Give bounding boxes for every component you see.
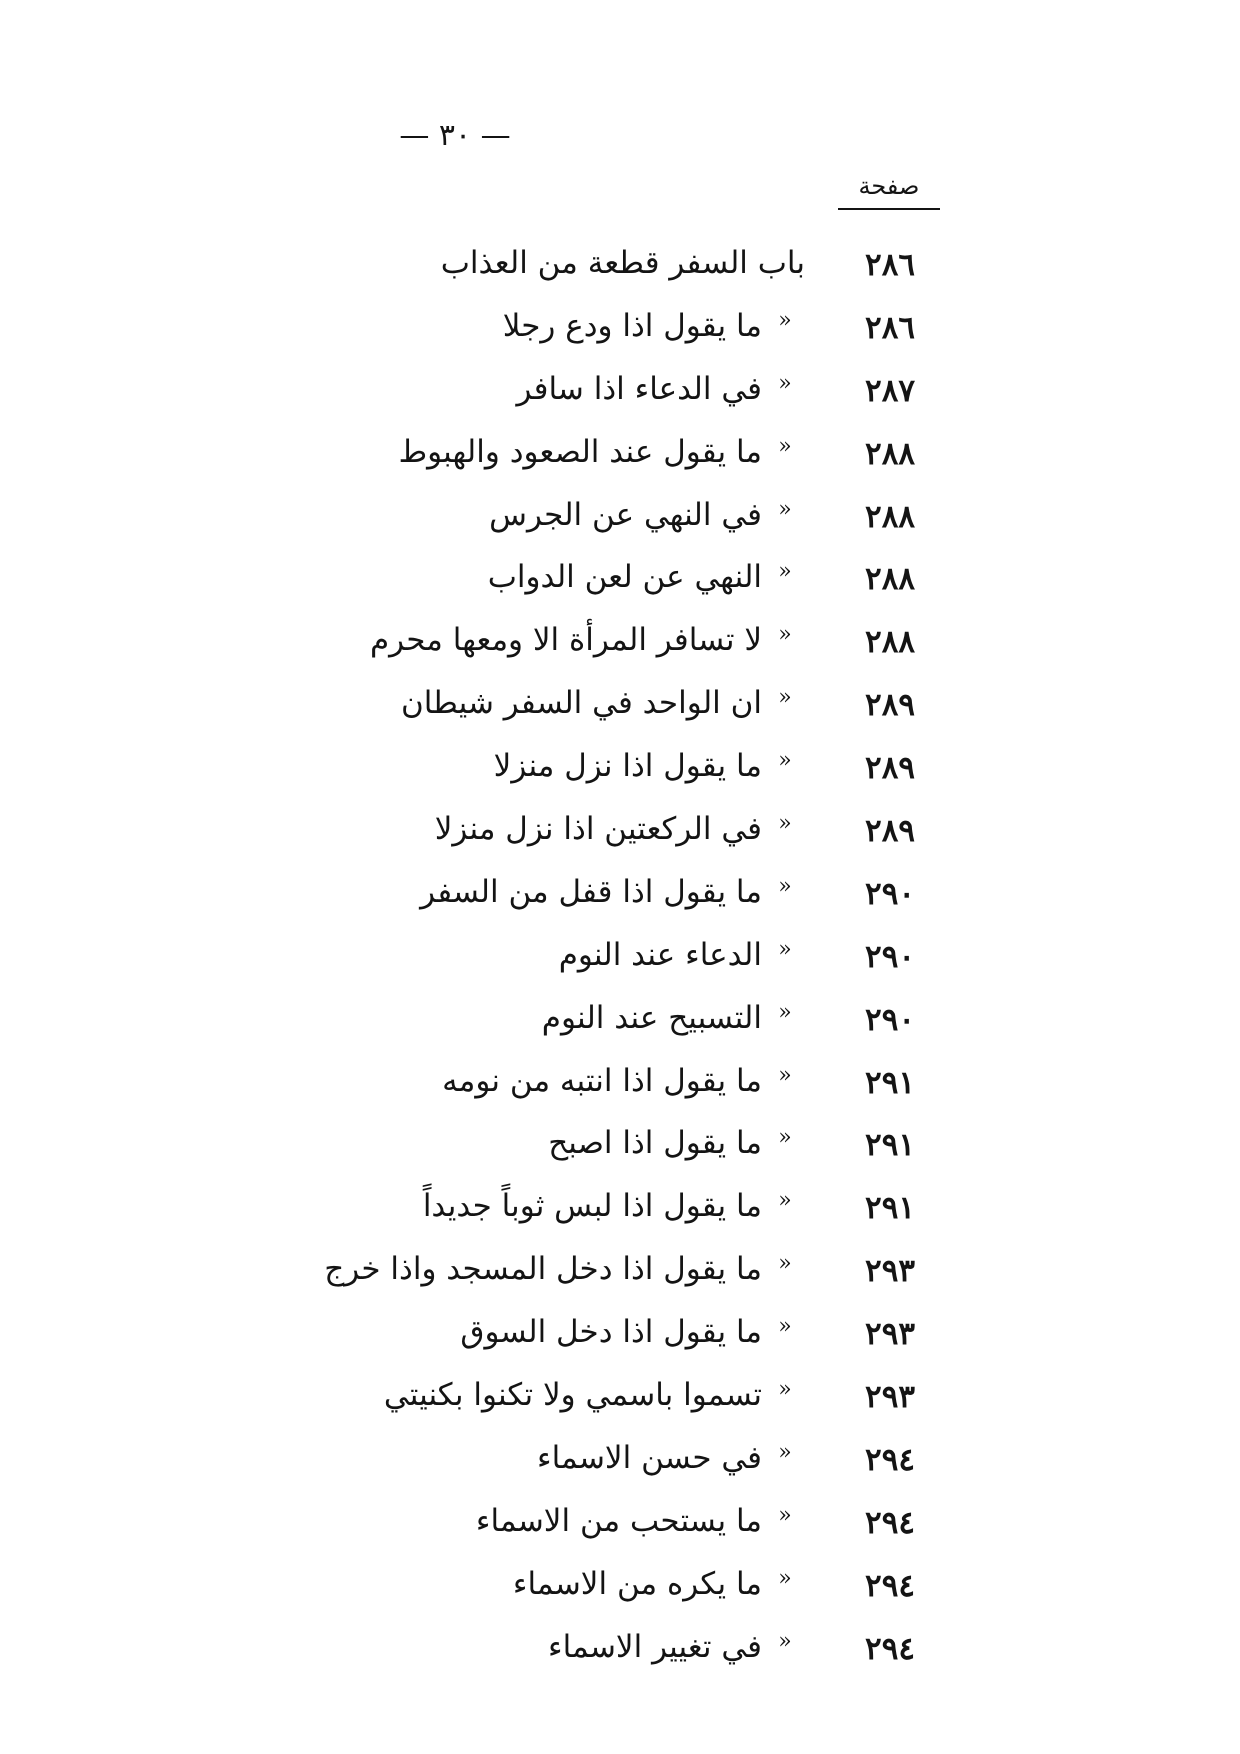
entry-title: ما يقول اذا قفل من السفر xyxy=(420,873,762,910)
entry-title: ما يقول اذا لبس ثوباً جديداً xyxy=(422,1188,762,1225)
entry-title: في الدعاء اذا سافر xyxy=(516,370,762,407)
entry-page-number: ٢٩٤ xyxy=(865,1504,915,1541)
entry-title: الدعاء عند النوم xyxy=(558,936,762,973)
entry-title: تسموا باسمي ولا تكنوا بكنيتي xyxy=(383,1377,762,1414)
entry-page-number: ٢٨٧ xyxy=(865,372,915,409)
toc-entry xyxy=(0,1125,1240,1188)
toc-entry xyxy=(0,685,1240,748)
entry-title: النهي عن لعن الدواب xyxy=(487,559,762,596)
entry-page-number: ٢٩٣ xyxy=(865,1253,915,1290)
table-of-contents xyxy=(0,245,1240,1691)
toc-entry xyxy=(0,1251,1240,1314)
entry-page-number: ٢٩٣ xyxy=(865,1379,915,1416)
toc-entry xyxy=(0,1566,1240,1629)
toc-entry xyxy=(0,1000,1240,1063)
entry-ditto-mark: » xyxy=(778,1251,792,1277)
entry-page-number: ٢٩٠ xyxy=(865,938,915,975)
toc-entry xyxy=(0,1440,1240,1503)
entry-page-number: ٢٨٩ xyxy=(865,687,915,724)
entry-ditto-mark: » xyxy=(778,873,792,899)
entry-title: ما يكره من الاسماء xyxy=(512,1565,762,1602)
entry-page-number: ٢٨٨ xyxy=(865,561,915,598)
toc-entry xyxy=(0,308,1240,371)
entry-ditto-mark: » xyxy=(778,1377,792,1403)
entry-page-number: ٢٩٤ xyxy=(865,1630,915,1667)
entry-ditto-mark: » xyxy=(778,748,792,774)
entry-ditto-mark: » xyxy=(778,811,792,837)
entry-ditto-mark: » xyxy=(778,1188,792,1214)
entry-title: ما يقول اذا اصبح xyxy=(548,1125,762,1162)
entry-ditto-mark: » xyxy=(778,307,792,333)
toc-entry xyxy=(0,1377,1240,1440)
entry-page-number: ٢٩١ xyxy=(865,1127,915,1164)
toc-entry xyxy=(0,245,1240,308)
entry-title: ما يقول اذا دخل السوق xyxy=(460,1314,762,1351)
entry-page-number: ٢٩١ xyxy=(865,1064,915,1101)
entry-page-number: ٢٨٨ xyxy=(865,624,915,661)
entry-title: ما يقول اذا انتبه من نومه xyxy=(442,1062,762,1099)
toc-entry xyxy=(0,559,1240,622)
entry-page-number: ٢٩٤ xyxy=(865,1567,915,1604)
entry-title: في تغيير الاسماء xyxy=(548,1628,762,1665)
entry-ditto-mark: » xyxy=(778,1439,792,1465)
entry-page-number: ٢٩٠ xyxy=(865,1001,915,1038)
toc-entry xyxy=(0,748,1240,811)
entry-page-number: ٢٨٨ xyxy=(865,435,915,472)
entry-ditto-mark: » xyxy=(778,1628,792,1654)
entry-ditto-mark: » xyxy=(778,1125,792,1151)
entry-ditto-mark: » xyxy=(778,622,792,648)
entry-ditto-mark: » xyxy=(778,1565,792,1591)
entry-page-number: ٢٨٩ xyxy=(865,813,915,850)
entry-page-number: ٢٩٣ xyxy=(865,1316,915,1353)
entry-ditto-mark: » xyxy=(778,999,792,1025)
entry-title: لا تسافر المرأة الا ومعها محرم xyxy=(369,622,762,659)
toc-entry xyxy=(0,497,1240,560)
toc-entry xyxy=(0,811,1240,874)
entry-title: في النهي عن الجرس xyxy=(489,496,762,533)
entry-title: باب السفر قطعة من العذاب xyxy=(440,245,805,281)
entry-page-number: ٢٨٩ xyxy=(865,750,915,787)
entry-ditto-mark: » xyxy=(778,936,792,962)
toc-entry xyxy=(0,1314,1240,1377)
toc-entry xyxy=(0,1188,1240,1251)
toc-entry xyxy=(0,371,1240,434)
entry-title: ما يقول عند الصعود والهبوط xyxy=(398,433,762,470)
entry-page-number: ٢٩٤ xyxy=(865,1441,915,1478)
entry-ditto-mark: » xyxy=(778,370,792,396)
toc-entry xyxy=(0,1503,1240,1566)
entry-title: ما يقول اذا نزل منزلا xyxy=(493,748,762,785)
entry-ditto-mark: » xyxy=(778,1314,792,1340)
toc-entry xyxy=(0,1629,1240,1692)
entry-title: ان الواحد في السفر شيطان xyxy=(400,685,762,722)
entry-ditto-mark: » xyxy=(778,1502,792,1528)
entry-ditto-mark: » xyxy=(778,496,792,522)
toc-entry xyxy=(0,434,1240,497)
toc-entry xyxy=(0,622,1240,685)
entry-page-number: ٢٩١ xyxy=(865,1190,915,1227)
entry-ditto-mark: » xyxy=(778,559,792,585)
entry-title: ما يقول اذا ودع رجلا xyxy=(502,307,762,344)
entry-ditto-mark: » xyxy=(778,433,792,459)
entry-page-number: ٢٩٠ xyxy=(865,875,915,912)
entry-title: التسبيح عند النوم xyxy=(541,999,762,1036)
page-number: — ٣٠ — xyxy=(399,118,511,153)
entry-page-number: ٢٨٦ xyxy=(865,309,915,346)
entry-title: في حسن الاسماء xyxy=(537,1439,762,1476)
toc-entry xyxy=(0,874,1240,937)
page-column-header: صفحة xyxy=(838,172,940,210)
entry-title: في الركعتين اذا نزل منزلا xyxy=(434,811,762,848)
entry-title: ما يقول اذا دخل المسجد واذا خرج xyxy=(324,1251,762,1288)
entry-ditto-mark: » xyxy=(778,685,792,711)
toc-entry xyxy=(0,937,1240,1000)
entry-page-number: ٢٨٨ xyxy=(865,498,915,535)
toc-entry xyxy=(0,1063,1240,1126)
entry-page-number: ٢٨٦ xyxy=(865,247,915,283)
entry-ditto-mark: » xyxy=(778,1062,792,1088)
entry-title: ما يستحب من الاسماء xyxy=(475,1502,762,1539)
